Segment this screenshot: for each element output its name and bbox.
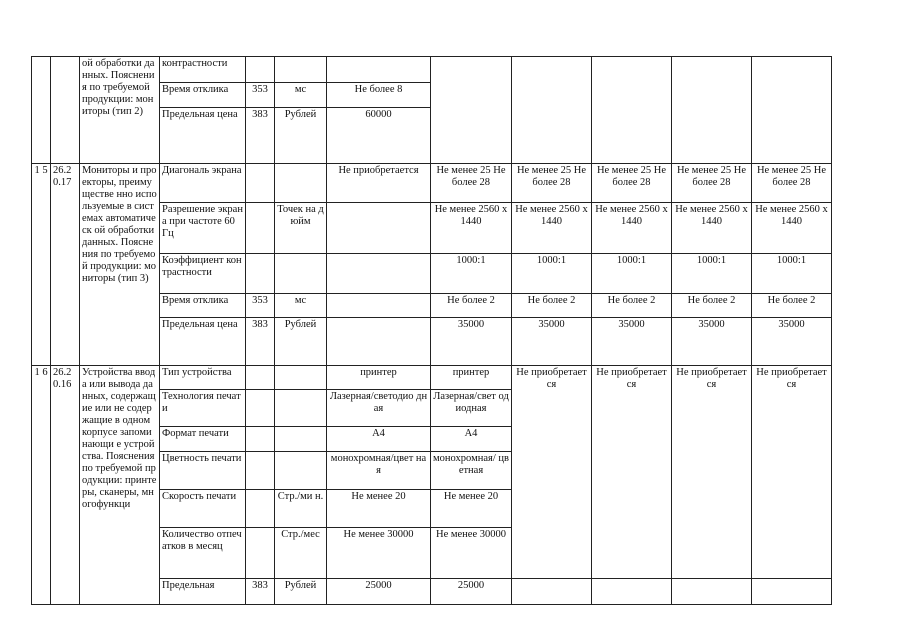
value-cell: [327, 254, 431, 294]
value-cell: [512, 579, 592, 605]
code-cell: [246, 452, 275, 490]
value-cell: Не приобретается: [327, 164, 431, 203]
value-cell: Не приобретается: [592, 366, 672, 579]
value-cell: 25000: [327, 579, 431, 605]
value-cell: [512, 57, 592, 164]
value-cell: Не менее 30000: [327, 528, 431, 579]
value-cell: Не более 8: [327, 83, 431, 108]
unit-cell: [275, 254, 327, 294]
param-name: Предельная цена: [160, 318, 246, 366]
value-cell: 35000: [512, 318, 592, 366]
unit-cell: мс: [275, 294, 327, 318]
param-name: Предельная: [160, 579, 246, 605]
value-cell: [327, 57, 431, 83]
code-cell: 353: [246, 294, 275, 318]
value-cell: [327, 294, 431, 318]
param-name: контрастности: [160, 57, 246, 83]
item-description: ой обработки данных. Пояснения по требуемой продукции: мониторы (тип 2): [80, 57, 160, 164]
param-name: Коэффициент контрастности: [160, 254, 246, 294]
okpd-code-cell: 26.2 0.16: [51, 366, 80, 605]
unit-cell: [275, 427, 327, 452]
code-cell: [246, 366, 275, 390]
value-cell: 1000:1: [592, 254, 672, 294]
value-cell: 35000: [431, 318, 512, 366]
code-cell: 353: [246, 83, 275, 108]
code-cell: [246, 427, 275, 452]
value-cell: монохромная/ цветная: [431, 452, 512, 490]
unit-cell: [275, 366, 327, 390]
value-cell: Не менее 25 Не более 28: [592, 164, 672, 203]
item-description: Устройства ввода или вывода данных, содержащие или не содержащие в одном корпусе запоминающи е устройства. Пояснения по требуемой продукции: принтеры, сканеры, многофункци: [80, 366, 160, 605]
code-cell: [246, 164, 275, 203]
value-cell: Не более 2: [592, 294, 672, 318]
value-cell: [592, 579, 672, 605]
value-cell: Не менее 25 Не более 28: [672, 164, 752, 203]
value-cell: А4: [327, 427, 431, 452]
value-cell: [752, 57, 832, 164]
value-cell: Не менее 25 Не более 28: [512, 164, 592, 203]
param-name: Формат печати: [160, 427, 246, 452]
value-cell: 25000: [431, 579, 512, 605]
code-cell: [246, 528, 275, 579]
code-cell: [246, 390, 275, 427]
item-description: Мониторы и проекторы, преимуществе нно используемые в системах автоматическ ой обработки данных. Пояснения по требуемой продукции: мониторы (тип 3): [80, 164, 160, 366]
value-cell: Не менее 30000: [431, 528, 512, 579]
value-cell: Не менее 2560 x 1440: [752, 203, 832, 254]
unit-cell: [275, 57, 327, 83]
value-cell: Лазерная/свет одиодная: [431, 390, 512, 427]
value-cell: 35000: [672, 318, 752, 366]
value-cell: 1000:1: [431, 254, 512, 294]
param-name: Предельная цена: [160, 108, 246, 164]
value-cell: [431, 57, 512, 164]
value-cell: 35000: [592, 318, 672, 366]
value-cell: Не более 2: [752, 294, 832, 318]
unit-cell: Рублей: [275, 579, 327, 605]
value-cell: Не менее 20: [327, 490, 431, 528]
value-cell: [672, 57, 752, 164]
value-cell: [327, 203, 431, 254]
param-name: Цветность печати: [160, 452, 246, 490]
param-name: Время отклика: [160, 83, 246, 108]
code-cell: [246, 57, 275, 83]
value-cell: [752, 579, 832, 605]
param-name: Скорость печати: [160, 490, 246, 528]
value-cell: 1000:1: [672, 254, 752, 294]
value-cell: [592, 57, 672, 164]
param-name: Тип устройства: [160, 366, 246, 390]
param-name: Количество отпечатков в месяц: [160, 528, 246, 579]
item-number-cell: 1 6: [32, 366, 51, 605]
value-cell: 1000:1: [512, 254, 592, 294]
code-cell: 383: [246, 318, 275, 366]
requirements-table: [31, 56, 832, 605]
unit-cell: Рублей: [275, 108, 327, 164]
value-cell: Не более 2: [672, 294, 752, 318]
value-cell: Не приобретается: [752, 366, 832, 579]
code-cell: [246, 254, 275, 294]
unit-cell: Рублей: [275, 318, 327, 366]
value-cell: Не более 2: [512, 294, 592, 318]
item-number-cell: 1 5: [32, 164, 51, 366]
value-cell: 60000: [327, 108, 431, 164]
item-number-cell: [32, 57, 51, 164]
unit-cell: [275, 390, 327, 427]
value-cell: [327, 318, 431, 366]
value-cell: принтер: [327, 366, 431, 390]
value-cell: Не приобретается: [672, 366, 752, 579]
code-cell: [246, 490, 275, 528]
value-cell: Не приобретается: [512, 366, 592, 579]
param-name: Разрешение экрана при частоте 60 Гц: [160, 203, 246, 254]
param-name: Время отклика: [160, 294, 246, 318]
table-row: [32, 164, 832, 203]
param-name: Диагональ экрана: [160, 164, 246, 203]
value-cell: принтер: [431, 366, 512, 390]
value-cell: Не менее 2560 x 1440: [512, 203, 592, 254]
unit-cell: Стр./мес: [275, 528, 327, 579]
unit-cell: Стр./ми н.: [275, 490, 327, 528]
table-row: [32, 366, 832, 390]
value-cell: 35000: [752, 318, 832, 366]
code-cell: 383: [246, 108, 275, 164]
value-cell: А4: [431, 427, 512, 452]
param-name: Технология печати: [160, 390, 246, 427]
okpd-code-cell: 26.2 0.17: [51, 164, 80, 366]
value-cell: Не более 2: [431, 294, 512, 318]
unit-cell: мс: [275, 83, 327, 108]
unit-cell: [275, 452, 327, 490]
okpd-code-cell: [51, 57, 80, 164]
table-row: [32, 57, 832, 83]
unit-cell: Точек на дюйм: [275, 203, 327, 254]
value-cell: Не менее 20: [431, 490, 512, 528]
value-cell: Не менее 25 Не более 28: [431, 164, 512, 203]
value-cell: Не менее 2560 x 1440: [431, 203, 512, 254]
unit-cell: [275, 164, 327, 203]
value-cell: Не менее 25 Не более 28: [752, 164, 832, 203]
code-cell: 383: [246, 579, 275, 605]
value-cell: [672, 579, 752, 605]
value-cell: 1000:1: [752, 254, 832, 294]
value-cell: Не менее 2560 x 1440: [592, 203, 672, 254]
code-cell: [246, 203, 275, 254]
value-cell: монохромная/цвет ная: [327, 452, 431, 490]
value-cell: Лазерная/светодио дная: [327, 390, 431, 427]
value-cell: Не менее 2560 x 1440: [672, 203, 752, 254]
